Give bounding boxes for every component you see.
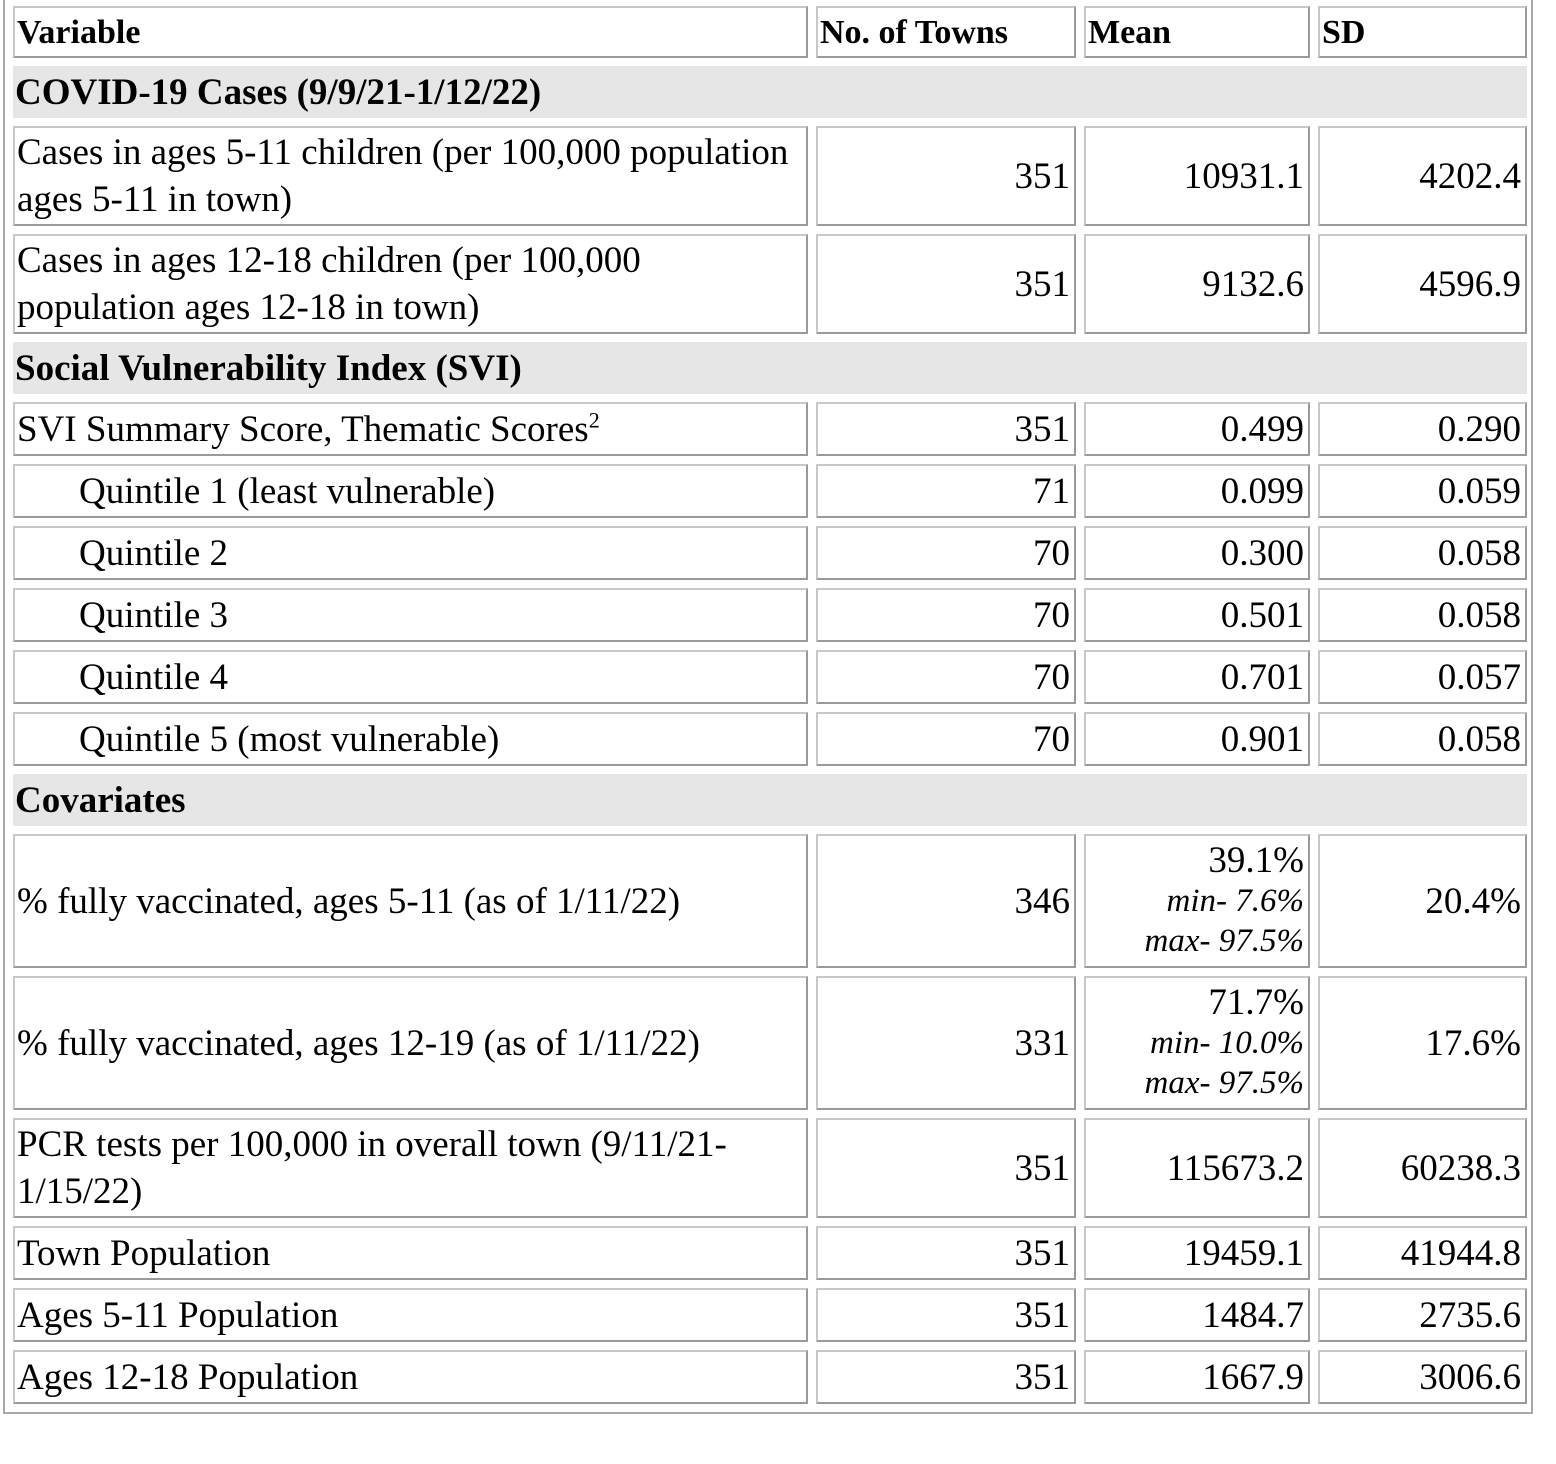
summary-statistics-table-container xyxy=(3,0,1533,1414)
mean-cell xyxy=(1084,976,1310,1110)
table-row xyxy=(13,650,1527,704)
table-row xyxy=(13,976,1527,1110)
mean-cell: 0.099 xyxy=(1084,464,1310,518)
variable-cell: % fully vaccinated, ages 12-19 (as of 1/11/22) xyxy=(13,976,808,1110)
variable-cell: PCR tests per 100,000 in overall town (9/11/21-1/15/22) xyxy=(13,1118,808,1218)
section-title: COVID-19 Cases (9/9/21-1/12/22) xyxy=(13,66,1527,118)
table-row xyxy=(13,126,1527,226)
sd-cell: 0.058 xyxy=(1318,526,1527,580)
sd-cell: 4596.9 xyxy=(1318,234,1527,334)
table-row xyxy=(13,834,1527,968)
variable-cell: Quintile 5 (most vulnerable) xyxy=(13,712,808,766)
mean-cell: 0.701 xyxy=(1084,650,1310,704)
sd-cell: 4202.4 xyxy=(1318,126,1527,226)
header-no-of-towns: No. of Towns xyxy=(816,6,1076,58)
sd-cell: 0.058 xyxy=(1318,712,1527,766)
mean-min: min- 7.6% xyxy=(1166,883,1304,919)
mean-cell: 1484.7 xyxy=(1084,1288,1310,1342)
header-sd: SD xyxy=(1318,6,1527,58)
towns-cell: 70 xyxy=(816,588,1076,642)
variable-cell: Quintile 1 (least vulnerable) xyxy=(13,464,808,518)
mean-cell: 0.501 xyxy=(1084,588,1310,642)
mean-cell: 9132.6 xyxy=(1084,234,1310,334)
table-row xyxy=(13,588,1527,642)
towns-cell: 351 xyxy=(816,1288,1076,1342)
variable-cell: Quintile 3 xyxy=(13,588,808,642)
variable-cell: Ages 5-11 Population xyxy=(13,1288,808,1342)
section-header-covid-cases xyxy=(13,66,1527,118)
sd-cell: 20.4% xyxy=(1318,834,1527,968)
sd-cell: 0.290 xyxy=(1318,402,1527,456)
sd-cell: 60238.3 xyxy=(1318,1118,1527,1218)
header-mean: Mean xyxy=(1084,6,1310,58)
mean-stack xyxy=(1088,841,1304,961)
towns-cell: 351 xyxy=(816,402,1076,456)
mean-min: min- 10.0% xyxy=(1150,1025,1304,1061)
mean-cell: 19459.1 xyxy=(1084,1226,1310,1280)
mean-max: max- 97.5% xyxy=(1144,923,1304,959)
variable-cell: Town Population xyxy=(13,1226,808,1280)
table-row xyxy=(13,464,1527,518)
footnote-superscript: 2 xyxy=(588,407,600,433)
towns-cell: 70 xyxy=(816,650,1076,704)
summary-statistics-table xyxy=(5,0,1535,1412)
header-row xyxy=(13,6,1527,58)
towns-cell: 70 xyxy=(816,526,1076,580)
towns-cell: 71 xyxy=(816,464,1076,518)
header-variable: Variable xyxy=(13,6,808,58)
towns-cell: 351 xyxy=(816,1226,1076,1280)
towns-cell: 351 xyxy=(816,1118,1076,1218)
sd-cell: 17.6% xyxy=(1318,976,1527,1110)
mean-cell: 0.300 xyxy=(1084,526,1310,580)
table-row xyxy=(13,1226,1527,1280)
sd-cell: 0.057 xyxy=(1318,650,1527,704)
mean-stack xyxy=(1088,983,1304,1103)
variable-cell: % fully vaccinated, ages 5-11 (as of 1/11/22) xyxy=(13,834,808,968)
towns-cell: 351 xyxy=(816,126,1076,226)
section-title: Social Vulnerability Index (SVI) xyxy=(13,342,1527,394)
table-row xyxy=(13,1118,1527,1218)
mean-value: 71.7% xyxy=(1208,982,1304,1023)
mean-cell: 0.901 xyxy=(1084,712,1310,766)
table-row xyxy=(13,234,1527,334)
table-row xyxy=(13,712,1527,766)
towns-cell: 351 xyxy=(816,1350,1076,1404)
sd-cell: 0.059 xyxy=(1318,464,1527,518)
mean-cell xyxy=(1084,834,1310,968)
variable-cell xyxy=(13,402,808,456)
towns-cell: 351 xyxy=(816,234,1076,334)
variable-cell: Quintile 4 xyxy=(13,650,808,704)
sd-cell: 2735.6 xyxy=(1318,1288,1527,1342)
variable-cell: Ages 12-18 Population xyxy=(13,1350,808,1404)
mean-cell: 115673.2 xyxy=(1084,1118,1310,1218)
section-header-svi xyxy=(13,342,1527,394)
towns-cell: 70 xyxy=(816,712,1076,766)
towns-cell: 346 xyxy=(816,834,1076,968)
table-row xyxy=(13,1350,1527,1404)
mean-max: max- 97.5% xyxy=(1144,1065,1304,1101)
table-row xyxy=(13,402,1527,456)
sd-cell: 3006.6 xyxy=(1318,1350,1527,1404)
variable-cell: Quintile 2 xyxy=(13,526,808,580)
sd-cell: 41944.8 xyxy=(1318,1226,1527,1280)
variable-cell: Cases in ages 5-11 children (per 100,000 population ages 5-11 in town) xyxy=(13,126,808,226)
towns-cell: 331 xyxy=(816,976,1076,1110)
mean-cell: 10931.1 xyxy=(1084,126,1310,226)
variable-cell: Cases in ages 12-18 children (per 100,000 population ages 12-18 in town) xyxy=(13,234,808,334)
table-row xyxy=(13,1288,1527,1342)
section-header-covariates xyxy=(13,774,1527,826)
mean-cell: 1667.9 xyxy=(1084,1350,1310,1404)
sd-cell: 0.058 xyxy=(1318,588,1527,642)
mean-value: 39.1% xyxy=(1208,840,1304,881)
table-row xyxy=(13,526,1527,580)
section-title: Covariates xyxy=(13,774,1527,826)
variable-text: SVI Summary Score, Thematic Scores xyxy=(17,408,589,450)
mean-cell: 0.499 xyxy=(1084,402,1310,456)
